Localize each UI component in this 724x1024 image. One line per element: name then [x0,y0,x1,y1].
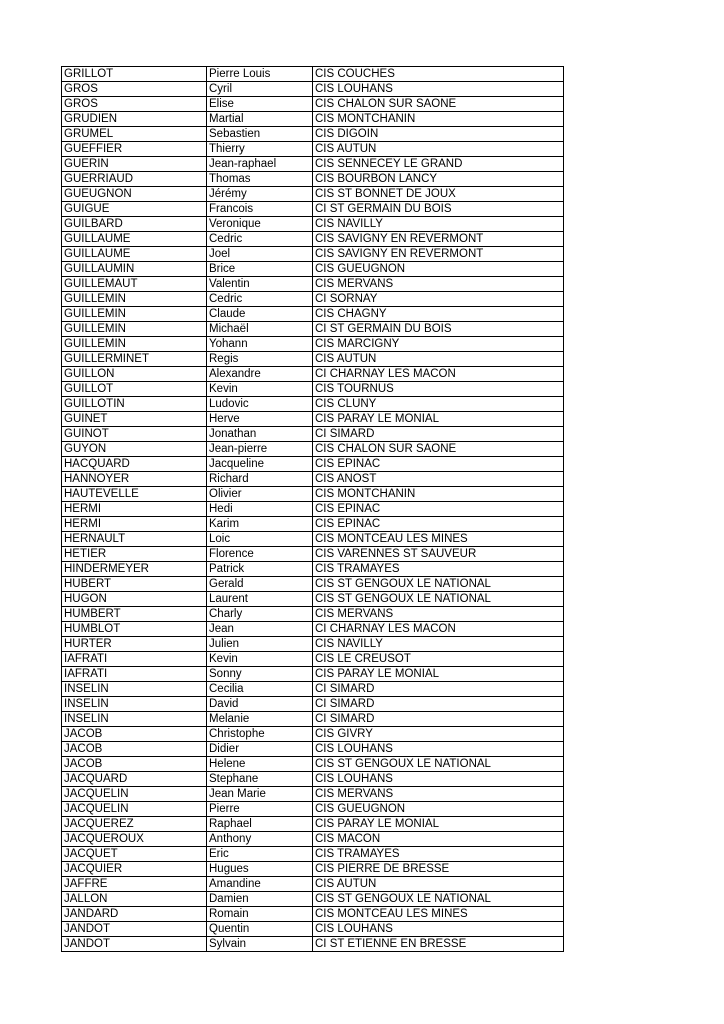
station-cell: CIS PIERRE DE BRESSE [313,862,564,877]
surname-cell: JACOB [62,742,207,757]
station-cell: CIS EPINAC [313,457,564,472]
surname-cell: JACOB [62,757,207,772]
table-row [62,592,564,607]
station-cell: CIS PARAY LE MONIAL [313,412,564,427]
station-cell: CI ST ETIENNE EN BRESSE [313,937,564,952]
firstname-cell: Kevin [207,652,313,667]
firstname-cell: Florence [207,547,313,562]
firstname-cell: Jonathan [207,427,313,442]
surname-cell: GROS [62,97,207,112]
station-cell: CI ST GERMAIN DU BOIS [313,202,564,217]
personnel-table-body [62,67,564,952]
table-row [62,607,564,622]
surname-cell: JALLON [62,892,207,907]
table-row [62,502,564,517]
surname-cell: GUERRIAUD [62,172,207,187]
table-row [62,517,564,532]
firstname-cell: Claude [207,307,313,322]
firstname-cell: Raphael [207,817,313,832]
firstname-cell: Karim [207,517,313,532]
station-cell: CIS MERVANS [313,787,564,802]
surname-cell: HUGON [62,592,207,607]
table-row [62,172,564,187]
table-row [62,142,564,157]
table-row [62,187,564,202]
station-cell: CIS TRAMAYES [313,847,564,862]
station-cell: CIS MERVANS [313,277,564,292]
table-row [62,382,564,397]
firstname-cell: Jérémy [207,187,313,202]
surname-cell: GUEUGNON [62,187,207,202]
table-row [62,112,564,127]
firstname-cell: Pierre Louis [207,67,313,82]
station-cell: CIS MACON [313,832,564,847]
station-cell: CIS LOUHANS [313,742,564,757]
firstname-cell: Eric [207,847,313,862]
surname-cell: GRUDIEN [62,112,207,127]
surname-cell: HUBERT [62,577,207,592]
surname-cell: HERMI [62,517,207,532]
surname-cell: GUILLEMAUT [62,277,207,292]
firstname-cell: Regis [207,352,313,367]
surname-cell: JACQUARD [62,772,207,787]
table-row [62,487,564,502]
station-cell: CIS NAVILLY [313,217,564,232]
surname-cell: GUIGUE [62,202,207,217]
firstname-cell: Jean Marie [207,787,313,802]
surname-cell: INSELIN [62,712,207,727]
firstname-cell: Cedric [207,232,313,247]
table-row [62,127,564,142]
firstname-cell: David [207,697,313,712]
station-cell: CIS TRAMAYES [313,562,564,577]
surname-cell: JACQUIER [62,862,207,877]
surname-cell: HACQUARD [62,457,207,472]
table-row [62,427,564,442]
table-row [62,82,564,97]
firstname-cell: Laurent [207,592,313,607]
surname-cell: IAFRATI [62,652,207,667]
surname-cell: GUINOT [62,427,207,442]
station-cell: CIS MONTCHANIN [313,487,564,502]
firstname-cell: Yohann [207,337,313,352]
surname-cell: GUILLEMIN [62,307,207,322]
station-cell: CIS SAVIGNY EN REVERMONT [313,232,564,247]
station-cell: CIS MONTCEAU LES MINES [313,532,564,547]
firstname-cell: Amandine [207,877,313,892]
surname-cell: JACOB [62,727,207,742]
firstname-cell: Didier [207,742,313,757]
firstname-cell: Loic [207,532,313,547]
firstname-cell: Christophe [207,727,313,742]
station-cell: CIS MONTCHANIN [313,112,564,127]
station-cell: CI SIMARD [313,682,564,697]
surname-cell: GUILLEMIN [62,337,207,352]
firstname-cell: Jean-pierre [207,442,313,457]
station-cell: CIS ST BONNET DE JOUX [313,187,564,202]
table-row [62,547,564,562]
firstname-cell: Thierry [207,142,313,157]
firstname-cell: Olivier [207,487,313,502]
firstname-cell: Jean [207,622,313,637]
surname-cell: GUEFFIER [62,142,207,157]
station-cell: CIS LOUHANS [313,772,564,787]
table-row [62,532,564,547]
table-row [62,217,564,232]
surname-cell: INSELIN [62,697,207,712]
firstname-cell: Valentin [207,277,313,292]
station-cell: CI CHARNAY LES MACON [313,622,564,637]
firstname-cell: Helene [207,757,313,772]
table-row [62,772,564,787]
firstname-cell: Cedric [207,292,313,307]
firstname-cell: Hedi [207,502,313,517]
station-cell: CIS VARENNES ST SAUVEUR [313,547,564,562]
table-row [62,232,564,247]
station-cell: CIS LE CREUSOT [313,652,564,667]
station-cell: CI ST GERMAIN DU BOIS [313,322,564,337]
table-row [62,97,564,112]
firstname-cell: Damien [207,892,313,907]
station-cell: CIS GUEUGNON [313,802,564,817]
table-row [62,922,564,937]
station-cell: CIS CHAGNY [313,307,564,322]
station-cell: CI SIMARD [313,712,564,727]
table-row [62,397,564,412]
station-cell: CIS MONTCEAU LES MINES [313,907,564,922]
station-cell: CI CHARNAY LES MACON [313,367,564,382]
table-row [62,637,564,652]
surname-cell: HANNOYER [62,472,207,487]
surname-cell: GUILLOT [62,382,207,397]
station-cell: CIS MERVANS [313,607,564,622]
surname-cell: JAFFRE [62,877,207,892]
table-row [62,292,564,307]
table-row [62,202,564,217]
table-row [62,307,564,322]
firstname-cell: Melanie [207,712,313,727]
surname-cell: HAUTEVELLE [62,487,207,502]
table-row [62,277,564,292]
table-row [62,622,564,637]
station-cell: CIS ST GENGOUX LE NATIONAL [313,757,564,772]
firstname-cell: Gerald [207,577,313,592]
station-cell: CIS PARAY LE MONIAL [313,667,564,682]
table-row [62,667,564,682]
surname-cell: HUMBLOT [62,622,207,637]
station-cell: CIS EPINAC [313,517,564,532]
station-cell: CIS ANOST [313,472,564,487]
table-row [62,652,564,667]
firstname-cell: Jean-raphael [207,157,313,172]
firstname-cell: Joel [207,247,313,262]
surname-cell: JACQUET [62,847,207,862]
station-cell: CIS SAVIGNY EN REVERMONT [313,247,564,262]
table-row [62,322,564,337]
table-row [62,757,564,772]
surname-cell: IAFRATI [62,667,207,682]
table-row [62,412,564,427]
table-row [62,337,564,352]
firstname-cell: Charly [207,607,313,622]
station-cell: CIS AUTUN [313,352,564,367]
surname-cell: GUERIN [62,157,207,172]
table-row [62,442,564,457]
firstname-cell: Sebastien [207,127,313,142]
table-row [62,907,564,922]
surname-cell: GUINET [62,412,207,427]
station-cell: CIS COUCHES [313,67,564,82]
firstname-cell: Stephane [207,772,313,787]
surname-cell: GUILLON [62,367,207,382]
surname-cell: JACQUELIN [62,787,207,802]
surname-cell: GUILBARD [62,217,207,232]
firstname-cell: Kevin [207,382,313,397]
table-row [62,697,564,712]
station-cell: CIS LOUHANS [313,922,564,937]
table-row [62,802,564,817]
surname-cell: GUILLOTIN [62,397,207,412]
table-row [62,352,564,367]
station-cell: CIS NAVILLY [313,637,564,652]
firstname-cell: Sonny [207,667,313,682]
firstname-cell: Martial [207,112,313,127]
firstname-cell: Cyril [207,82,313,97]
table-row [62,577,564,592]
surname-cell: GUYON [62,442,207,457]
station-cell: CIS SENNECEY LE GRAND [313,157,564,172]
station-cell: CIS ST GENGOUX LE NATIONAL [313,892,564,907]
firstname-cell: Herve [207,412,313,427]
firstname-cell: Thomas [207,172,313,187]
surname-cell: GUILLAUME [62,247,207,262]
surname-cell: JACQUEREZ [62,817,207,832]
table-row [62,937,564,952]
table-row [62,742,564,757]
table-row [62,562,564,577]
firstname-cell: Jacqueline [207,457,313,472]
firstname-cell: Julien [207,637,313,652]
table-row [62,67,564,82]
table-row [62,472,564,487]
surname-cell: GUILLAUME [62,232,207,247]
firstname-cell: Alexandre [207,367,313,382]
station-cell: CIS MARCIGNY [313,337,564,352]
surname-cell: JANDOT [62,937,207,952]
station-cell: CIS PARAY LE MONIAL [313,817,564,832]
personnel-table [61,66,564,952]
firstname-cell: Veronique [207,217,313,232]
table-row [62,367,564,382]
table-row [62,817,564,832]
station-cell: CIS BOURBON LANCY [313,172,564,187]
surname-cell: HUMBERT [62,607,207,622]
surname-cell: GRILLOT [62,67,207,82]
surname-cell: HERNAULT [62,532,207,547]
surname-cell: HERMI [62,502,207,517]
surname-cell: GRUMEL [62,127,207,142]
station-cell: CIS LOUHANS [313,82,564,97]
station-cell: CIS ST GENGOUX LE NATIONAL [313,577,564,592]
table-row [62,832,564,847]
surname-cell: GUILLERMINET [62,352,207,367]
firstname-cell: Quentin [207,922,313,937]
table-row [62,862,564,877]
surname-cell: GUILLAUMIN [62,262,207,277]
station-cell: CIS AUTUN [313,877,564,892]
surname-cell: JANDOT [62,922,207,937]
station-cell: CIS CLUNY [313,397,564,412]
table-row [62,787,564,802]
firstname-cell: Hugues [207,862,313,877]
firstname-cell: Michaël [207,322,313,337]
station-cell: CIS CHALON SUR SAONE [313,97,564,112]
station-cell: CI SIMARD [313,427,564,442]
firstname-cell: Anthony [207,832,313,847]
station-cell: CI SIMARD [313,697,564,712]
table-row [62,727,564,742]
table-row [62,877,564,892]
table-row [62,457,564,472]
station-cell: CIS EPINAC [313,502,564,517]
surname-cell: JACQUELIN [62,802,207,817]
station-cell: CI SORNAY [313,292,564,307]
table-row [62,847,564,862]
surname-cell: GUILLEMIN [62,322,207,337]
table-row [62,682,564,697]
firstname-cell: Cecilia [207,682,313,697]
table-row [62,247,564,262]
firstname-cell: Patrick [207,562,313,577]
station-cell: CIS TOURNUS [313,382,564,397]
station-cell: CIS GIVRY [313,727,564,742]
surname-cell: INSELIN [62,682,207,697]
firstname-cell: Brice [207,262,313,277]
firstname-cell: Francois [207,202,313,217]
table-row [62,712,564,727]
station-cell: CIS DIGOIN [313,127,564,142]
surname-cell: HURTER [62,637,207,652]
firstname-cell: Sylvain [207,937,313,952]
station-cell: CIS ST GENGOUX LE NATIONAL [313,592,564,607]
surname-cell: JANDARD [62,907,207,922]
surname-cell: GUILLEMIN [62,292,207,307]
surname-cell: JACQUEROUX [62,832,207,847]
table-row [62,262,564,277]
firstname-cell: Ludovic [207,397,313,412]
surname-cell: HETIER [62,547,207,562]
firstname-cell: Elise [207,97,313,112]
station-cell: CIS GUEUGNON [313,262,564,277]
surname-cell: HINDERMEYER [62,562,207,577]
firstname-cell: Romain [207,907,313,922]
firstname-cell: Pierre [207,802,313,817]
table-row [62,892,564,907]
firstname-cell: Richard [207,472,313,487]
surname-cell: GROS [62,82,207,97]
station-cell: CIS AUTUN [313,142,564,157]
table-row [62,157,564,172]
station-cell: CIS CHALON SUR SAONE [313,442,564,457]
